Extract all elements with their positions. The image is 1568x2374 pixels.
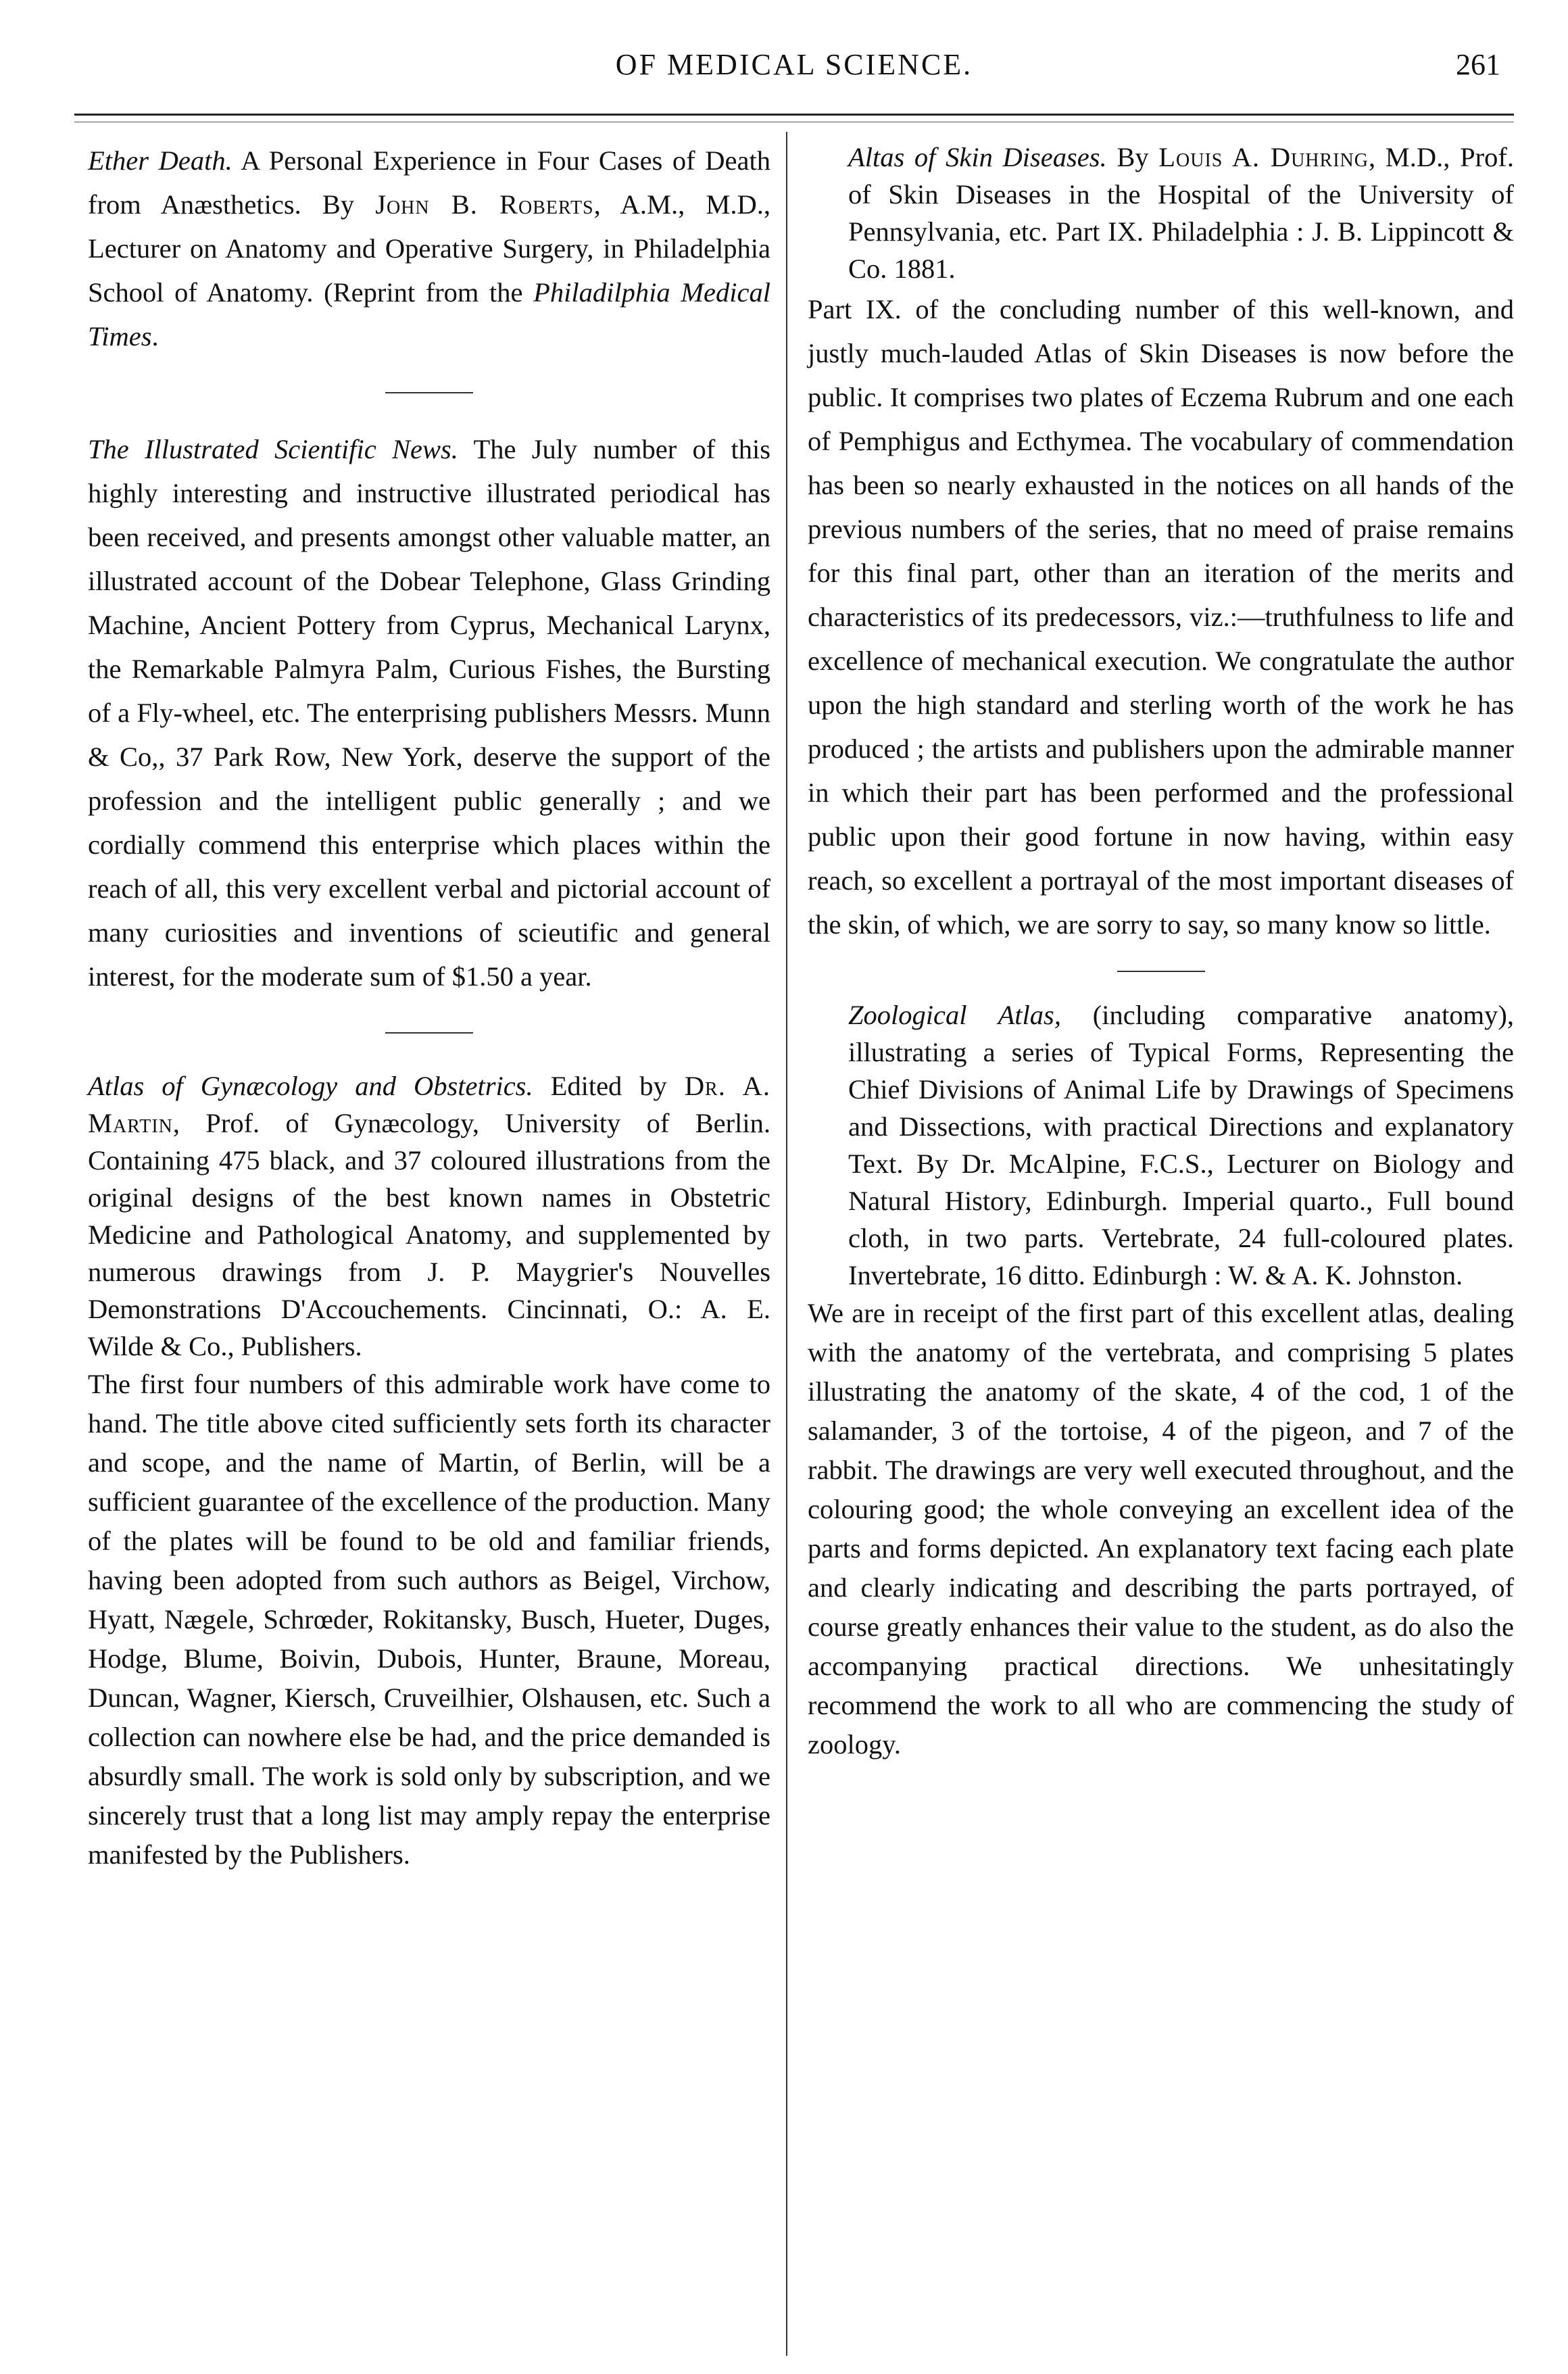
entry-headnote: Ether Death. A Personal Experience in Four Cases of Death from Anæsthetics. By John B. Roberts, A.M., M.D., Lecturer on Anatomy and Operative Surgery, in Philadelphia School of Anatomy. (Reprint from the Philadilphia Medical Times. bbox=[88, 145, 770, 352]
separator-rule bbox=[1117, 971, 1205, 972]
column-divider bbox=[786, 132, 787, 2356]
review-zoological-atlas bbox=[808, 996, 1514, 1764]
review-ether-death bbox=[88, 139, 770, 358]
entry-headnote: Zoological Atlas, (including comparative anatomy), illustrating a series of Typical Forms, Representing the Chief Divisions of Animal Life by Drawings of Specimens and Dissections, with practical Directions and explanatory Text. By Dr. McAlpine, F.C.S., Lecturer on Biology and Natural History, Edinburgh. Imperial quarto., Full bound cloth, in two parts. Vertebrate, 24 full-coloured plates. Invertebrate, 16 ditto. Edinburgh : W. & A. K. Johnston. bbox=[848, 1000, 1515, 1290]
entry-title: Atlas of Gynæcology and Obstetrics. bbox=[88, 1071, 533, 1101]
separator-rule bbox=[385, 1032, 473, 1034]
entry-headnote: Atlas of Gynæcology and Obstetrics. Edited by Dr. A. Martin, Prof. of Gynæcology, University of Berlin. Containing 475 black, and 37 coloured illustrations from the original designs of the best known names in Obstetric Medicine and Pathological Anatomy, and supplemented by numerous drawings from J. P. Maygrier's Nouvelles Demonstrations D'Accouchements. Cincinnati, O.: A. E. Wilde & Co., Publishers. bbox=[88, 1071, 771, 1361]
entry-headnote: Altas of Skin Diseases. By Louis A. Duhring, M.D., Prof. of Skin Diseases in the Hospital of the University of Pennsylvania, etc. Part IX. Philadelphia : J. B. Lippincott & Co. 1881. bbox=[848, 142, 1514, 284]
right-column bbox=[808, 139, 1514, 1764]
running-title: OF MEDICAL SCIENCE. bbox=[615, 48, 973, 81]
left-column bbox=[88, 139, 770, 1874]
entry-author: John B. Roberts bbox=[375, 189, 594, 220]
running-head bbox=[74, 47, 1514, 95]
entry-title: Altas of Skin Diseases. bbox=[848, 142, 1107, 172]
entry-title: The Illustrated Scientific News. bbox=[88, 434, 458, 464]
entry-source: Philadilphia Medical Times bbox=[88, 277, 770, 352]
entry-title: Ether Death. bbox=[88, 145, 232, 176]
entry-review: Part IX. of the concluding number of this well-known, and justly much-lauded Atlas of Skin Diseases is now before the public. It comprises two plates of Eczema Rubrum and one each of Pemphigus and Ecthymea. The vocabulary of commendation has been so nearly exhausted in the notices on all hands of the previous numbers of the series, that no meed of praise remains for this final part, other than an iteration of the merits and characteristics of its predecessors, viz.:—truthfulness to life and excellence of mechanical execution. We congratulate the author upon the high standard and sterling worth of the work he has produced ; the artists and publishers upon the admirable manner in which their part has been performed and the professional public upon their good fortune in now having, within easy reach, so excellent a portrayal of the most important diseases of the skin, of which, we are sorry to say, so many know so little. bbox=[808, 294, 1514, 940]
entry-author: Dr. A. Martin bbox=[88, 1071, 771, 1138]
page-number: 261 bbox=[1456, 48, 1500, 81]
review-atlas-of-gynaecology bbox=[88, 1067, 770, 1874]
entry-review: We are in receipt of the first part of this excellent atlas, dealing with the anatomy of the vertebrata, and comprising 5 plates illustrating the anatomy of the skate, 4 of the cod, 1 of the salamander, 3 of the tortoise, 4 of the pigeon, and 7 of the rabbit. The drawings are very well executed throughout, and the colouring good; the whole conveying an excellent idea of the parts and forms depicted. An explanatory text facing each plate and clearly indicating and describing the parts portrayed, of course greatly enhances their value to the student, as do also the accompanying practical directions. We unhesitatingly recommend the work to all who are commencing the study of zoology. bbox=[808, 1298, 1514, 1760]
entry-title: Zoological Atlas, bbox=[848, 1000, 1061, 1030]
entry-review: The first four numbers of this admirable work have come to hand. The title above cited sufficiently sets forth its character and scope, and the name of Martin, of Berlin, will be a sufficient guarantee of the excellence of the production. Many of the plates will be found to be old and familiar friends, having been adopted from such authors as Beigel, Virchow, Hyatt, Nægele, Schrœder, Rokitansky, Busch, Hueter, Duges, Hodge, Blume, Boivin, Dubois, Hunter, Braune, Moreau, Duncan, Wagner, Kiersch, Cruveilhier, Olshausen, etc. Such a collection can nowhere else be had, and the price demanded is absurdly small. The work is sold only by subscription, and we sincerely trust that a long list may amply repay the enterprise manifested by the Publishers. bbox=[88, 1369, 770, 1870]
separator-rule bbox=[385, 392, 473, 393]
entry-body: The Illustrated Scientific News. The July number of this highly interesting and instructive illustrated periodical has been received, and presents amongst other valuable matter, an illustrated account of the Dobear Telephone, Glass Grinding Machine, Ancient Pottery from Cyprus, Mechanical Larynx, the Remarkable Palmyra Palm, Curious Fishes, the Bursting of a Fly-wheel, etc. The enterprising publishers Messrs. Munn & Co,, 37 Park Row, New York, deserve the support of the profession and the intelligent public generally ; and we cordially commend this enterprise which places within the reach of all, this very excellent verbal and pictorial account of many curiosities and inventions of scieutific and general interest, for the moderate sum of $1.50 a year. bbox=[88, 434, 770, 992]
entry-author: Louis A. Duhring bbox=[1158, 142, 1369, 172]
review-illustrated-scientific-news bbox=[88, 427, 770, 998]
header-rule bbox=[74, 114, 1514, 116]
review-atlas-of-skin-diseases bbox=[808, 139, 1514, 946]
